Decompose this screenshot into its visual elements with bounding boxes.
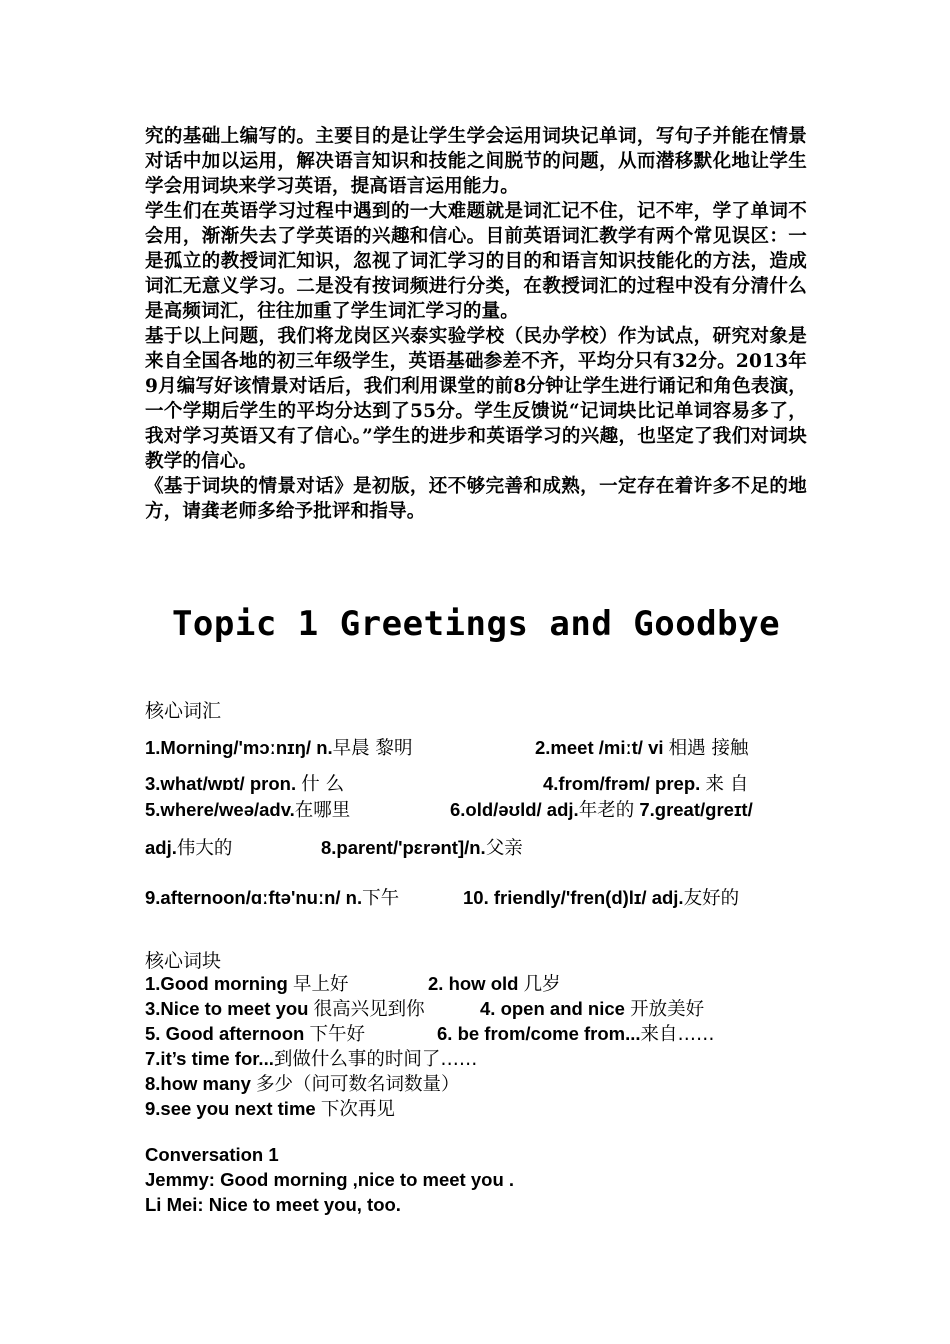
vocab-line: 9.afternoon/ɑːftə'nuːn/ n.下午 10. friendly/'fren(d)lɪ/ adj.友好的 (145, 887, 740, 909)
vocab-line: 5.where/weə/adv.在哪里 6.old/əʊld/ adj.年老的 7.great/greɪt/ (145, 799, 753, 821)
chunks-heading: 核心词块 (145, 950, 222, 972)
conversation-line: Li Mei: Nice to meet you, too. (145, 1194, 401, 1215)
chunk-line: 5. Good afternoon 下午好 6. be from/come from...来自…… (145, 1023, 715, 1045)
vocab-line: adj.伟大的 8.parent/'pɛrənt]/n.父亲 (145, 837, 523, 859)
vocab-line: 3.what/wɒt/ pron. 什 么 4.from/frəm/ prep. 来 自 (145, 773, 749, 795)
vocab-line: 1.Morning/'mɔːnɪŋ/ n.早晨 黎明 2.meet /miːt/ vi 相遇 接触 (145, 737, 749, 759)
conversation-title: Conversation 1 (145, 1144, 279, 1165)
vocab-heading: 核心词汇 (145, 700, 222, 722)
chunk-line: 8.how many 多少（问可数名词数量） (145, 1073, 460, 1095)
intro-paragraph: 基于以上问题，我们将龙岗区兴泰实验学校（民办学校）作为试点，研究对象是来自全国各地的初三年级学生，英语基础参差不齐，平均分只有32分。2013年9月编写好该情景对话后，我们利用课堂的前8分钟让学生进行诵记和角色表演，一个学期后学生的平均分达到了55分。学生反馈说“记词块比记单词容易多了，我对学习英语又有了信心。”学生的进步和英语学习的兴趣，也坚定了我们对词块教学的信心。 (145, 326, 807, 472)
chunk-line: 9.see you next time 下次再见 (145, 1098, 395, 1120)
conversation-line: Jemmy: Good morning ,nice to meet you . (145, 1169, 515, 1190)
chunk-line: 7.it’s time for...到做什么事的时间了…… (145, 1048, 478, 1070)
document-page (145, 124, 807, 1215)
intro-paragraph: 究的基础上编写的。主要目的是让学生学会运用词块记单词，写句子并能在情景对话中加以运用，解决语言知识和技能之间脱节的问题，从而潜移默化地让学生学会用词块来学习英语，提高语言运用能力。 (145, 126, 807, 197)
chunk-line: 1.Good morning 早上好 2. how old 几岁 (145, 973, 561, 995)
chunk-line: 3.Nice to meet you 很高兴见到你 4. open and nice 开放美好 (145, 998, 705, 1020)
intro-text (145, 124, 807, 524)
intro-paragraph: 学生们在英语学习过程中遇到的一大难题就是词汇记不住，记不牢，学了单词不会用，渐渐失去了学英语的兴趣和信心。目前英语词汇教学有两个常见误区：一是孤立的教授词汇知识，忽视了词汇学习的目的和语言知识技能化的方法，造成词汇无意义学习。二是没有按词频进行分类，在教授词汇的过程中没有分清什么是高频词汇，往往加重了学生词汇学习的量。 (145, 201, 807, 322)
topic-title: Topic 1 Greetings and Goodbye (171, 604, 781, 644)
intro-paragraph: 《基于词块的情景对话》是初版，还不够完善和成熟，一定存在着许多不足的地方，请龚老师多给予批评和指导。 (145, 476, 807, 522)
